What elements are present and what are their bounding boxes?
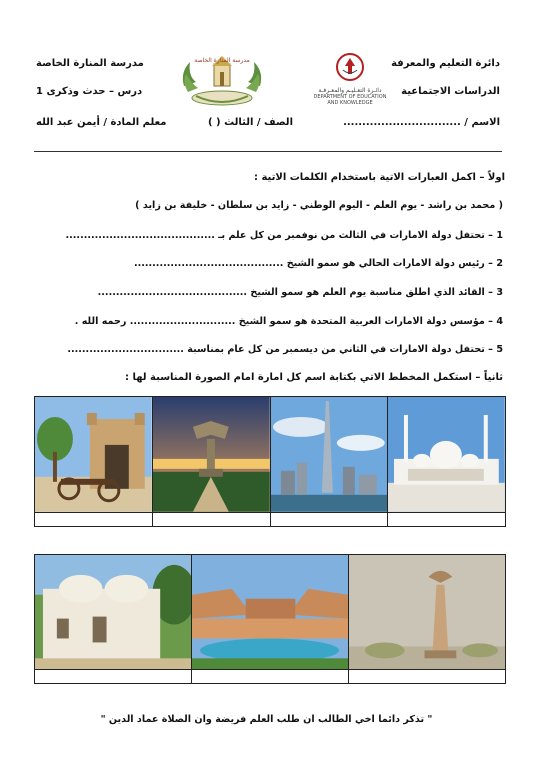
education-department-title: دائرة التعليم والمعرفة <box>391 58 500 69</box>
section1-title: اولاً – اكمل العبارات الاتية باستخدام الكلمات الاتية : <box>253 172 505 183</box>
answer-box-3[interactable] <box>270 512 388 526</box>
question-2[interactable]: 2 – رئيس دولة الامارات الحالي هو سمو الشيخ ......................................... <box>133 258 503 269</box>
picture-burj-khalifa <box>270 397 388 513</box>
falcon-emblem-icon <box>335 52 365 82</box>
question-4[interactable]: 4 – مؤسس دولة الامارات العربية المتحدة هو سمو الشيخ ............................. رحمه الله . <box>74 316 503 327</box>
answer-box-2[interactable] <box>152 512 270 526</box>
question-3[interactable]: 3 – القائد الذي اطلق مناسبة يوم العلم هو سمو الشيخ ......................................... <box>97 287 503 298</box>
student-name-field[interactable]: الاسم / ............................... <box>343 117 500 128</box>
lesson-title: درس – حدث وذكرى 1 <box>36 86 143 97</box>
subject-name: الدراسات الاجتماعية <box>401 86 500 97</box>
department-logo-arabic: دائـرة التعـليـم والمعـرفـة <box>318 87 382 94</box>
department-logo-english-1: DEPARTMENT OF EDUCATION <box>313 94 387 100</box>
picture-tower-monument <box>349 555 506 670</box>
school-name: مدرسة المنارة الخاصة <box>36 58 144 69</box>
word-bank: ( محمد بن راشد - يوم العلم - اليوم الوطني - زايد بن سلطان - خليفة بن زايد ) <box>135 200 503 211</box>
department-logo-english-2: AND KNOWLEDGE <box>327 100 373 106</box>
emirates-pictures-row-1 <box>34 396 506 527</box>
answer-box-7[interactable] <box>349 670 506 684</box>
picture-mud-mosque <box>35 555 192 670</box>
picture-fort-gate <box>35 397 153 513</box>
answer-box-1[interactable] <box>35 512 153 526</box>
department-logo <box>300 52 400 110</box>
emirates-pictures-row-2 <box>34 554 506 684</box>
answer-box-4[interactable] <box>388 512 506 526</box>
picture-grand-mosque <box>388 397 506 513</box>
header-divider <box>34 151 502 152</box>
school-logo <box>178 52 266 110</box>
grade-field: الصف / الثالث ( ) <box>207 117 293 128</box>
question-5[interactable]: 5 – تحتفل دولة الامارات في الثاني من ديسمبر من كل عام بمناسبة ................................ <box>67 344 503 355</box>
answer-box-5[interactable] <box>35 670 192 684</box>
picture-quran-monument <box>152 397 270 513</box>
answer-box-6[interactable] <box>192 670 349 684</box>
teacher-name: معلم المادة / أيمن عبد الله <box>36 117 167 128</box>
section2-title: ثانياً – استكمل المخطط الاتي بكتابة اسم كل امارة امام الصورة المناسبة لها : <box>124 372 503 383</box>
picture-resort-buildings <box>192 555 349 670</box>
school-logo-label: مدرسة المنارة الخاصة <box>194 57 250 64</box>
footer-quote: " تذكر دائما اخي الطالب ان طلب العلم فريضة وان الصلاة عماد الدين " <box>100 714 433 725</box>
question-1[interactable]: 1 – تحتفل دولة الامارات في الثالث من نوفمبر من كل علم بـ ......................................... <box>65 230 503 241</box>
